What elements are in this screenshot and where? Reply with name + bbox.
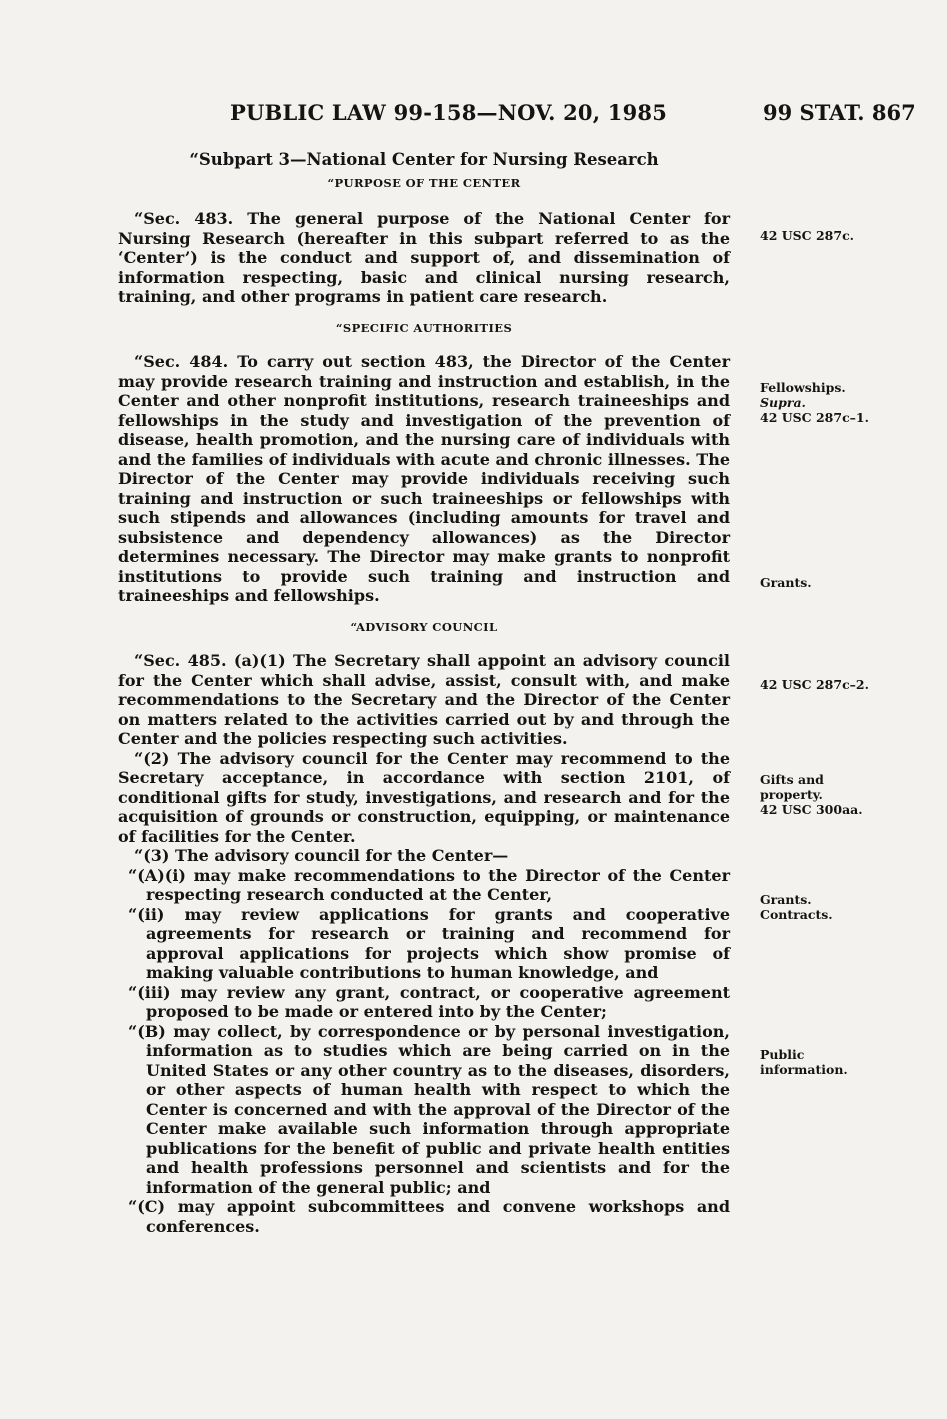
section-heading-advisory: “ADVISORY COUNCIL [350, 619, 498, 634]
paragraph-sec-485-a3: “(3) The advisory council for the Center— [134, 846, 509, 865]
margin-note-text: Grants. [760, 892, 812, 907]
paragraph-sec-484: “Sec. 484. To carry out section 483, the Director of the Center may provide research training and instruction and establish, in the Center and other nonprofit institutions, research traineeships and fellowships in the study and investigation of the prevention of disease, health promotion, and the nursing care of individuals with and the families of individuals with acute and chronic illnesses. The Director of the Center may provide individuals receiving such training and instruction or such traineeships or fellowships with such stipends and allowances (including amounts for travel and subsistence and dependency allowances) as the Director determines necessary. The Director may make grants to nonprofit institutions to provide such training and instruction and traineeships and fellowships. [118, 352, 730, 605]
margin-note-public-information [760, 1047, 910, 1077]
margin-note-text: Supra. [760, 395, 806, 410]
paragraph-sec-485-a1: “Sec. 485. (a)(1) The Secretary shall appoint an advisory council for the Center which shall advise, assist, consult with, and make recommendations to the Secretary and the Director of the Center on matters related to the activities carried out by and through the Center and the policies respecting such activities. [118, 651, 730, 748]
margin-note-text: 42 USC 287c. [760, 228, 855, 243]
margin-note-text: Contracts. [760, 907, 833, 922]
margin-note-287c-1 [760, 380, 910, 425]
margin-note-text: information. [760, 1062, 848, 1077]
page-header-stat: 99 STAT. 867 [763, 100, 916, 125]
margin-note-text: Grants. [760, 575, 812, 590]
paragraph-c: “(C) may appoint subcommittees and convene workshops and conferences. [128, 1197, 730, 1236]
document-body [118, 150, 730, 1236]
margin-note-287c-2 [760, 677, 910, 692]
margin-note-grants [760, 575, 910, 590]
section-heading-purpose: “PURPOSE OF THE CENTER [327, 175, 521, 190]
paragraph-a-ii: “(ii) may review applications for grants and cooperative agreements for research or training and recommend for approval applications for projects which show promise of making valuable contributions to human knowledge, and [128, 904, 730, 982]
paragraph-b: “(B) may collect, by correspondence or by personal investigation, information as to studies which are being carried on in the United States or any other country as to the diseases, disorders, or other aspects of human health with respect to which the Center is concerned and with the approval of the Director of the Center make available such information through appropriate publications for the benefit of public and private health entities and health professions personnel and scientists and for the information of the general public; and [128, 1021, 730, 1197]
paragraph-sec-485-a2: “(2) The advisory council for the Center may recommend to the Secretary acceptance, in accordance with section 2101, of conditional gifts for study, investigations, and research and for the acquisition of grounds or construction, equipping, or maintenance of facilities for the Center. [118, 748, 730, 846]
margin-note-300aa [760, 772, 910, 817]
section-heading-specific: “SPECIFIC AUTHORITIES [335, 320, 513, 335]
margin-note-text: 42 USC 287c–2. [760, 677, 869, 692]
margin-note-text: Gifts and [760, 772, 824, 787]
paragraph-sec-483: “Sec. 483. The general purpose of the National Center for Nursing Research (hereafter in this subpart referred to as the ‘Center’) is the conduct and support of, and dissemination of information respecting, basic and clinical nursing research, training, and other programs in patient care research. [118, 209, 730, 306]
margin-note-text: 42 USC 300aa. [760, 802, 863, 817]
margin-note-text: 42 USC 287c–1. [760, 410, 869, 425]
margin-note-287c [760, 228, 910, 243]
margin-note-text: Public [760, 1047, 805, 1062]
margin-note-text: property. [760, 787, 823, 802]
paragraph-a-i: “(A)(i) may make recommendations to the Director of the Center respecting research conducted at the Center, [128, 865, 730, 904]
margin-note-text: Fellowships. [760, 380, 846, 395]
page-header [0, 100, 947, 132]
margin-note-grants-contracts [760, 892, 910, 922]
page-header-title: PUBLIC LAW 99-158—NOV. 20, 1985 [230, 100, 668, 125]
subpart-title: “Subpart 3—National Center for Nursing Research [189, 150, 659, 169]
paragraph-a-iii: “(iii) may review any grant, contract, or cooperative agreement proposed to be made or entered into by the Center; [128, 982, 730, 1021]
